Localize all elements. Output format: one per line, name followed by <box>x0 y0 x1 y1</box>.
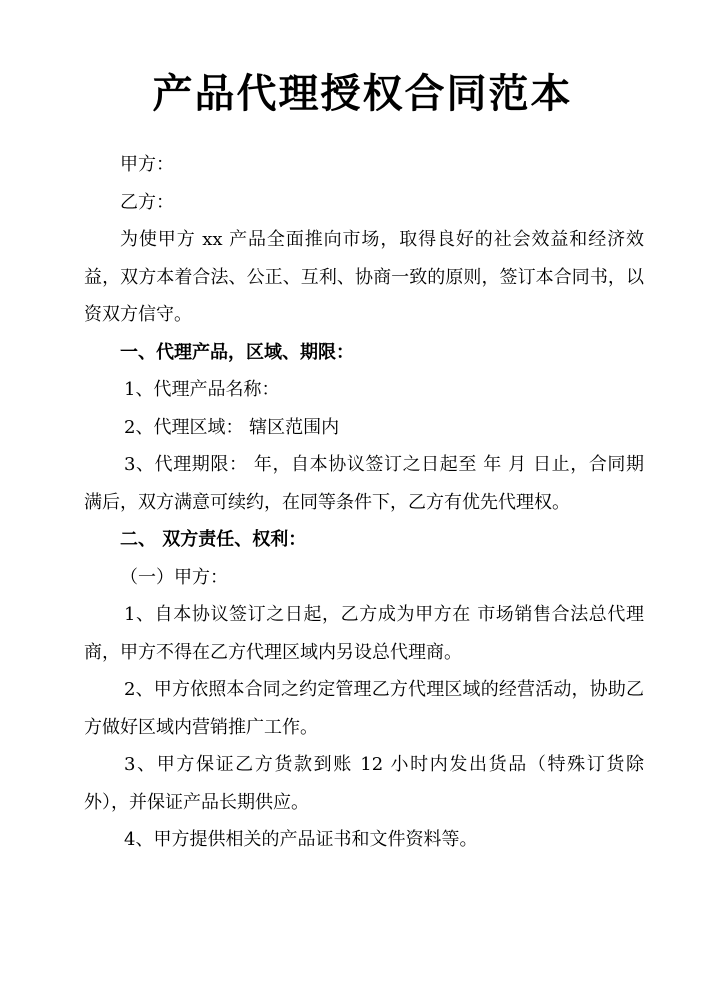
preamble-paragraph: 为使甲方 xx 产品全面推向市场，取得良好的社会效益和经济效益，双方本着合法、公正、互利、协商一致的原则，签订本合同书，以资双方信守。 <box>84 229 644 325</box>
section1-item1: 1、代理产品名称： <box>124 379 280 400</box>
section2-heading: 二、 双方责任、权利： <box>120 529 307 550</box>
section1-heading: 一、代理产品，区域、期限： <box>120 341 354 363</box>
section2-item3: 3、甲方保证乙方货款到账 12 小时内发出货品（特殊订货除外），并保证产品长期供应。 <box>84 754 644 813</box>
section1-item2: 2、代理区域： 辖区范围内 <box>124 416 340 438</box>
section2-item4: 4、甲方提供相关的产品证书和文件资料等。 <box>124 829 478 850</box>
party-b-line: 乙方： <box>120 191 174 213</box>
section2-item2: 2、甲方依照本合同之约定管理乙方代理区域的经营活动，协助乙方做好区域内营销推广工作。 <box>84 679 644 738</box>
document-title: 产品代理授权合同范本 <box>152 71 573 117</box>
section2-item1: 1、自本协议签订之日起，乙方成为甲方在 市场销售合法总代理商，甲方不得在乙方代理区域内另设总代理商。 <box>84 604 644 663</box>
section1-item3: 3、代理期限： 年，自本协议签订之日起至 年 月 日止，合同期满后，双方满意可续约，在同等条件下，乙方有优先代理权。 <box>84 454 644 513</box>
section2-subheading: （一）甲方： <box>120 566 228 588</box>
party-a-line: 甲方： <box>120 154 174 175</box>
document-body <box>84 146 644 859</box>
